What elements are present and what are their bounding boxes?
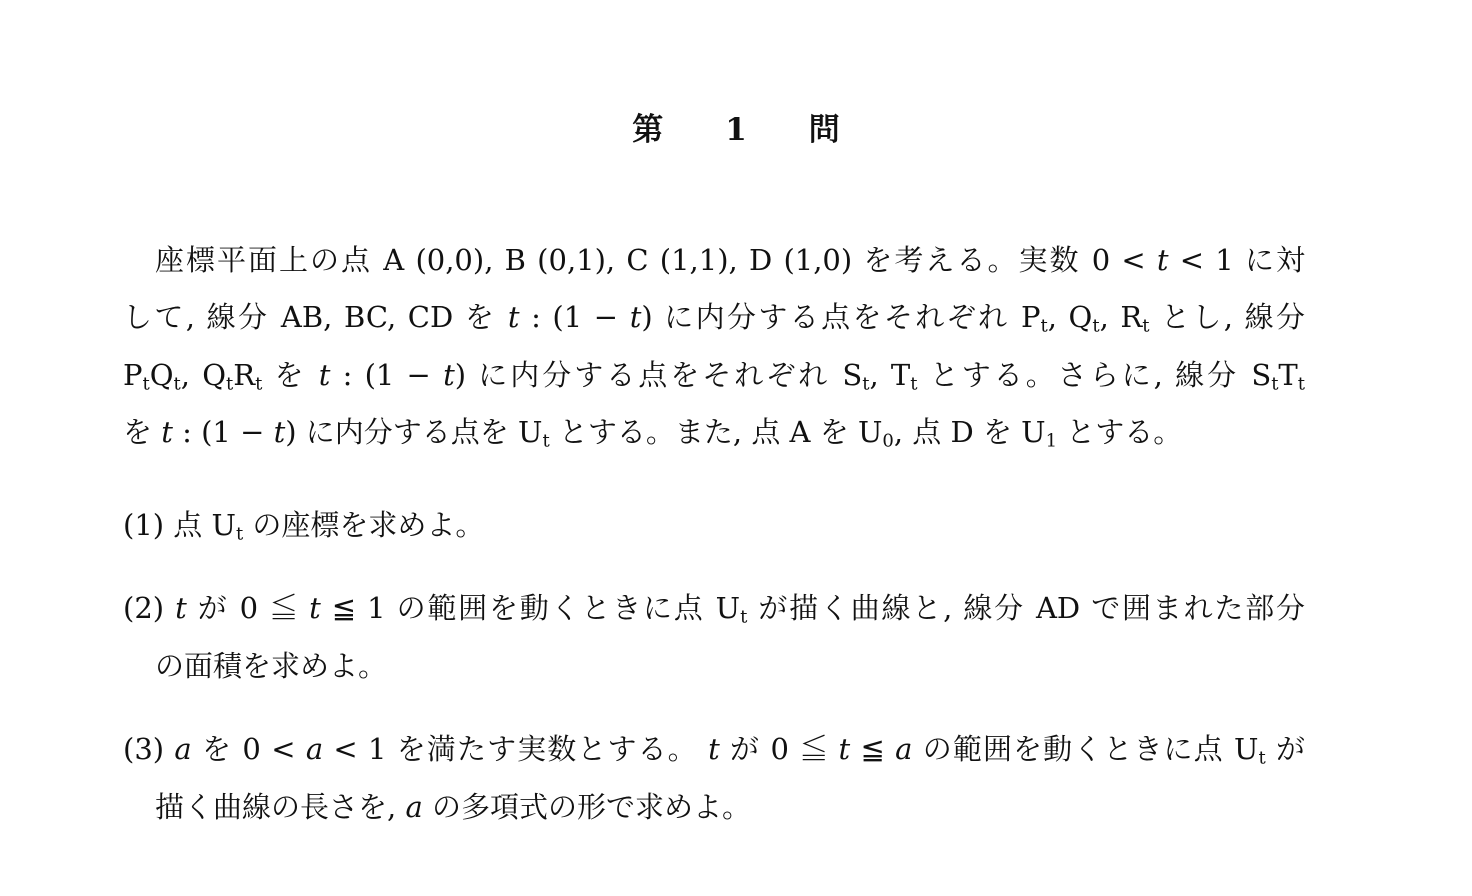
question-2-line: の面積を求めよ。 [155, 649, 388, 683]
intro-line: $P_tQ_t$, $Q_tR_t$ を t : (1 − t) に内分する点をそれぞれ $S_t$, $T_t$ とする。さらに, 線分 $S_tT_t$ [123, 358, 1305, 395]
question-1: (1) 点 $U_t$ の座標を求めよ。 [123, 508, 485, 545]
question-3-line: (3) a を 0 < a < 1 を満たす実数とする。 t が 0 ≦ t ≦ a の範囲を動くときに点 $U_t$ が [123, 732, 1306, 769]
title-char: 1 [725, 112, 747, 148]
title-char: 第 [632, 112, 664, 148]
intro-line: を t : (1 − t) に内分する点を $U_t$ とする。また, 点 A を $U_0$, 点 D を $U_1$ とする。 [123, 415, 1183, 452]
intro-line: して, 線分 AB, BC, CD を t : (1 − t) に内分する点をそれぞれ $P_t$, $Q_t$, $R_t$ とし, 線分 [123, 300, 1305, 337]
title-char: 問 [808, 112, 840, 148]
question-3-line: 描く曲線の長さを, a の多項式の形で求めよ。 [155, 790, 751, 824]
intro-line: 座標平面上の点 A (0,0), B (0,1), C (1,1), D (1,0) を考える。実数 0 < t < 1 に対 [155, 243, 1305, 277]
question-2-line: (2) t が 0 ≦ t ≦ 1 の範囲を動くときに点 $U_t$ が描く曲線と, 線分 AD で囲まれた部分 [123, 591, 1306, 628]
problem-title [0, 104, 1472, 149]
